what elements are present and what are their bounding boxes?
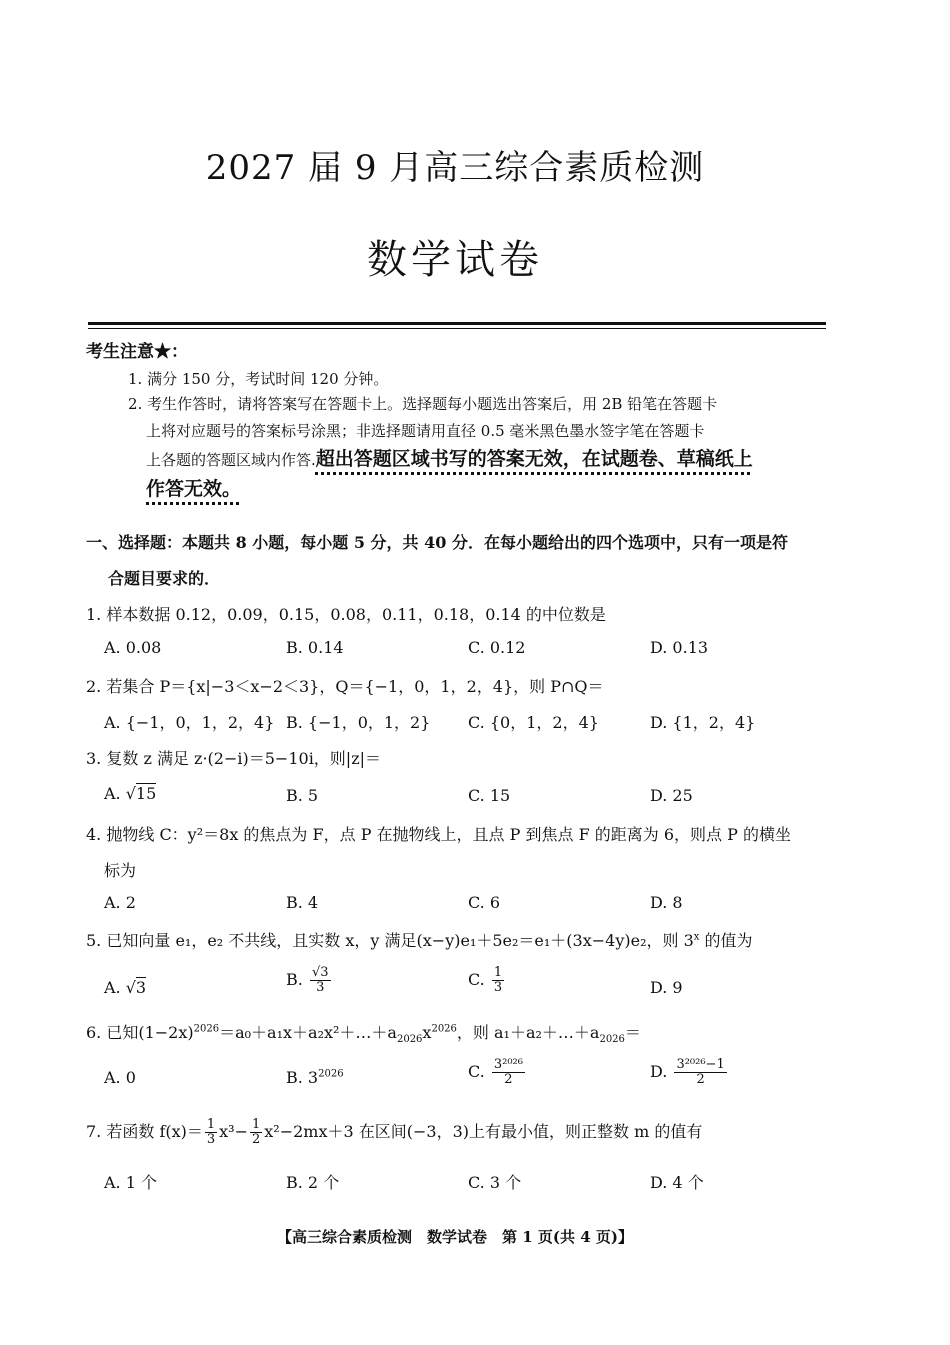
q5-option-c xyxy=(468,966,506,995)
notice-item-2-line-3 xyxy=(146,444,753,471)
q5-option-b-fraction xyxy=(310,966,331,995)
fraction-numerator: 3²⁰²⁶−1 xyxy=(676,1057,725,1072)
q7-fraction-1 xyxy=(205,1118,217,1147)
q5-option-b-label: B. xyxy=(286,970,303,989)
q6-stem-3: x xyxy=(422,1023,432,1042)
q2-option-d: D. {1，2，4} xyxy=(650,713,756,732)
q4-option-c: C. 6 xyxy=(468,893,501,912)
q5-stem-text: 5. 已知向量 e₁，e₂ 不共线，且实数 x，y 满足(x−y)e₁＋5e₂＝e₁＋(3x−4y)e₂，则 3 xyxy=(86,931,694,950)
q2-option-b: B. {−1，0，1，2} xyxy=(286,713,431,732)
q1-option-c: C. 0.12 xyxy=(468,638,526,657)
question-4-stem-cont: 标为 xyxy=(104,861,137,880)
fraction-denominator: 2 xyxy=(696,1072,705,1087)
q2-option-a: A. {−1，0，1，2，4} xyxy=(104,713,275,732)
exam-title: 2027 届 9 月高三综合素质检测 xyxy=(205,148,705,188)
q6-option-b-exp: 2026 xyxy=(318,1068,344,1080)
q4-option-b: B. 4 xyxy=(286,893,319,912)
fraction-denominator: 3 xyxy=(493,980,503,995)
divider-thin xyxy=(88,328,826,329)
q6-option-d xyxy=(650,1058,729,1087)
subject-title: 数学试卷 xyxy=(367,237,543,283)
q6-exp-1: 2026 xyxy=(193,1023,220,1035)
q7-stem-2: x³− xyxy=(219,1122,248,1141)
q7-stem-3: x²−2mx＋3 在区间(−3，3)上有最小值，则正整数 m 的值有 xyxy=(264,1122,703,1141)
notice-plain-text: 上各题的答题区域内作答. xyxy=(146,451,316,469)
question-6-stem xyxy=(86,1020,641,1045)
q1-option-b: B. 0.14 xyxy=(286,638,344,657)
question-5-stem xyxy=(86,928,753,951)
question-4-stem: 4. 抛物线 C：y²＝8x 的焦点为 F，点 P 在抛物线上，且点 P 到焦点 F 的距离为 6，则点 P 的横坐 xyxy=(86,825,791,844)
q7-option-a: A. 1 个 xyxy=(104,1173,157,1192)
q6-sub-1: 2026 xyxy=(396,1034,423,1046)
q5-stem-exponent: x xyxy=(693,931,700,943)
q7-option-c: C. 3 个 xyxy=(468,1173,522,1192)
q1-option-d: D. 0.13 xyxy=(650,638,709,657)
q5-option-a-radicand: 3 xyxy=(135,978,147,997)
q7-option-d: D. 4 个 xyxy=(650,1173,704,1192)
q4-option-d: D. 8 xyxy=(650,893,683,912)
notice-item-2-line-1: 2. 考生作答时，请将答案写在答题卡上。选择题每小题选出答案后，用 2B 铅笔在答题卡 xyxy=(128,395,718,413)
section-1-heading-cont: 合题目要求的． xyxy=(108,569,221,588)
fraction-denominator: 2 xyxy=(504,1072,513,1087)
notice-emphasis-text-2: 作答无效。 xyxy=(146,478,242,500)
question-3-stem: 3. 复数 z 满足 z·(2−i)＝5−10i，则|z|＝ xyxy=(86,749,382,768)
fraction-numerator: 1 xyxy=(206,1117,216,1132)
section-1-heading: 一、选择题：本题共 8 小题，每小题 5 分，共 40 分．在每小题给出的四个选项中，只有一项是符 xyxy=(86,533,788,552)
q3-option-a-radicand: 15 xyxy=(135,784,157,803)
question-1-stem: 1. 样本数据 0.12，0.09，0.15，0.08，0.11，0.18，0.14 的中位数是 xyxy=(86,605,606,624)
notice-item-1: 1. 满分 150 分，考试时间 120 分钟。 xyxy=(128,370,389,388)
q3-option-a: A. √15 xyxy=(104,784,157,803)
page-footer: 【高三综合素质检测 数学试卷 第 1 页(共 4 页)】 xyxy=(277,1228,633,1246)
q6-sub-2: 2026 xyxy=(599,1034,625,1046)
q6-option-d-label: D. xyxy=(650,1062,668,1081)
q3-option-c: C. 15 xyxy=(468,786,511,805)
fraction-denominator: 2 xyxy=(252,1132,261,1147)
q7-fraction-2 xyxy=(250,1118,262,1147)
q6-option-d-fraction xyxy=(674,1058,726,1087)
q6-stem-4: ，则 a₁＋a₂＋…＋a xyxy=(456,1023,600,1042)
q5-stem-tail: 的值为 xyxy=(699,931,753,950)
q3-option-b: B. 5 xyxy=(286,786,319,805)
fraction-numerator: 1 xyxy=(252,1117,261,1132)
q1-option-a: A. 0.08 xyxy=(104,638,162,657)
fraction-numerator: 1 xyxy=(493,965,503,980)
q3-option-a-label: A. xyxy=(104,784,121,803)
q6-stem-5: ＝ xyxy=(624,1023,641,1042)
q5-option-a-label: A. xyxy=(104,978,121,997)
q6-option-c-label: C. xyxy=(468,1062,485,1081)
fraction-numerator: √3 xyxy=(311,965,329,980)
fraction-denominator: 3 xyxy=(206,1132,216,1147)
q7-stem-1: 7. 若函数 f(x)＝ xyxy=(86,1122,203,1141)
notice-emphasis-text: 超出答题区域书写的答案无效，在试题卷、草稿纸上 xyxy=(315,448,753,470)
q6-exp-2: 2026 xyxy=(431,1023,457,1035)
q6-option-a: A. 0 xyxy=(104,1068,136,1087)
fraction-denominator: 3 xyxy=(316,980,325,995)
q6-option-b xyxy=(286,1068,344,1087)
q5-option-a: A. √3 xyxy=(104,978,147,997)
q5-option-b xyxy=(286,966,333,995)
q6-option-b-base: B. 3 xyxy=(286,1068,319,1087)
q5-option-c-fraction xyxy=(492,966,504,995)
q5-option-c-label: C. xyxy=(468,970,485,989)
divider-thick xyxy=(88,322,826,325)
q3-option-d: D. 25 xyxy=(650,786,693,805)
question-7-stem xyxy=(86,1118,702,1147)
q5-option-d: D. 9 xyxy=(650,978,683,997)
question-2-stem: 2. 若集合 P＝{x|−3＜x−2＜3}，Q＝{−1，0，1，2，4}，则 P∩Q＝ xyxy=(86,677,604,696)
notice-heading: 考生注意★： xyxy=(86,342,188,362)
q6-stem-1: 6. 已知(1−2x) xyxy=(86,1023,194,1042)
q6-stem-2: ＝a₀＋a₁x＋a₂x²＋…＋a xyxy=(219,1023,397,1042)
q2-option-c: C. {0，1，2，4} xyxy=(468,713,599,732)
fraction-numerator: 3²⁰²⁶ xyxy=(493,1057,523,1072)
notice-item-2-line-2: 上将对应题号的答案标号涂黑；非选择题请用直径 0.5 毫米黑色墨水签字笔在答题卡 xyxy=(146,422,705,440)
q7-option-b: B. 2 个 xyxy=(286,1173,340,1192)
q4-option-a: A. 2 xyxy=(104,893,136,912)
q6-option-c-fraction xyxy=(492,1058,525,1087)
q6-option-c xyxy=(468,1058,527,1087)
